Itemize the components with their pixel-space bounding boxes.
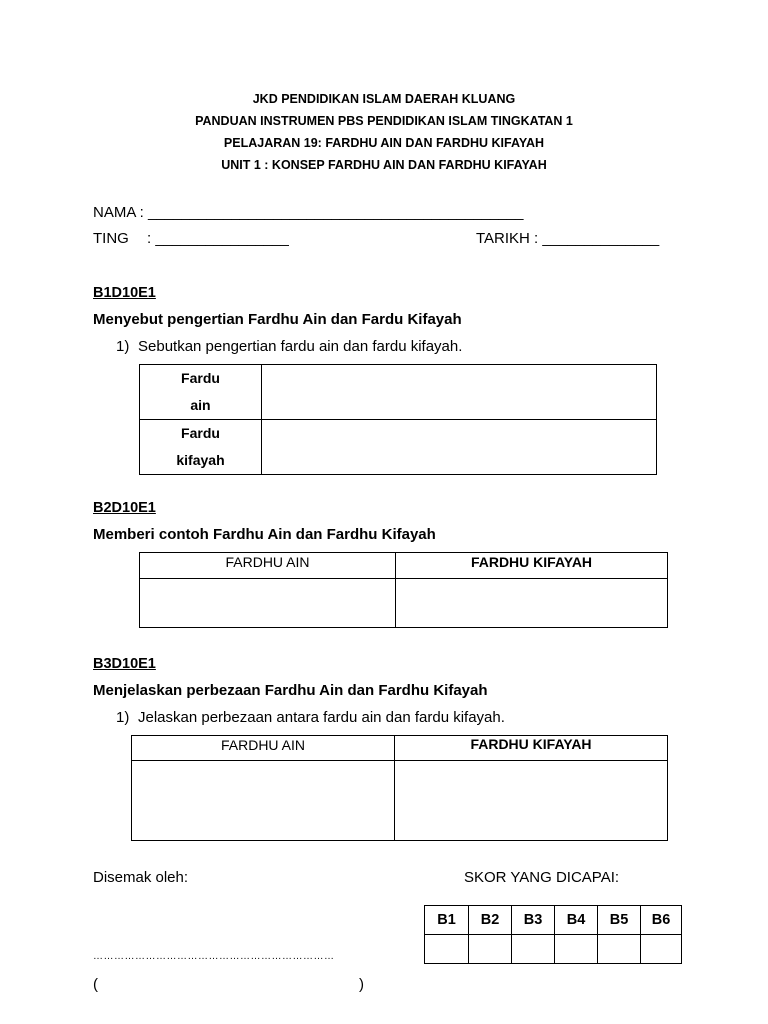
score-header-b4: B4 [555, 906, 598, 935]
section3-question-number: 1) [116, 709, 130, 726]
signature-paren-close: ) [359, 976, 364, 993]
example-header-fardhu-ain: FARDHU AIN [140, 553, 396, 579]
signature-paren-open: ( [93, 976, 98, 993]
tarikh-label: TARIKH : [476, 230, 539, 247]
section1-code: B1D10E1 [93, 285, 156, 301]
score-title: SKOR YANG DICAPAI: [464, 869, 620, 886]
definition-label-line: kifayah [176, 452, 225, 468]
difference-answer-cell-ain[interactable] [132, 761, 395, 841]
ting-label: TING [93, 230, 129, 247]
section3-title: Menjelaskan perbezaan Fardhu Ain dan Fardhu Kifayah [93, 682, 488, 699]
ting-field [93, 230, 289, 247]
section1-question-number: 1) [116, 338, 130, 355]
section1-question-text: Sebutkan pengertian fardu ain dan fardu kifayah. [138, 338, 463, 355]
difference-header-fardhu-kifayah: FARDHU KIFAYAH [395, 736, 668, 761]
score-header-b2: B2 [469, 906, 512, 935]
score-cell-b5[interactable] [598, 935, 641, 964]
score-header-b3: B3 [512, 906, 555, 935]
nama-label: NAMA : [93, 204, 144, 221]
difference-header-fardhu-ain: FARDHU AIN [132, 736, 395, 761]
definition-label-fardu-ain [140, 365, 262, 420]
nama-field [93, 204, 523, 221]
score-header-b6: B6 [641, 906, 682, 935]
score-header-b1: B1 [425, 906, 469, 935]
header-title-2: PANDUAN INSTRUMEN PBS PENDIDIKAN ISLAM TINGKATAN 1 [195, 114, 573, 128]
example-header-fardhu-kifayah: FARDHU KIFAYAH [396, 553, 668, 579]
definition-answer-cell-kifayah[interactable] [262, 420, 657, 475]
score-header-b5: B5 [598, 906, 641, 935]
section1-question [116, 338, 462, 355]
difference-answer-cell-kifayah[interactable] [395, 761, 668, 841]
nama-blank[interactable]: _____________________________________________ [148, 204, 524, 221]
tarikh-field [476, 230, 659, 247]
signature-dotted-line[interactable]: …………………………………………………………… [93, 951, 335, 962]
header-title-4: UNIT 1 : KONSEP FARDHU AIN DAN FARDHU KIFAYAH [221, 158, 547, 172]
definition-label-line: Fardu [181, 370, 220, 386]
section3-question-text: Jelaskan perbezaan antara fardu ain dan fardu kifayah. [138, 709, 505, 726]
score-cell-b2[interactable] [469, 935, 512, 964]
example-answer-cell-ain[interactable] [140, 579, 396, 628]
definition-label-line: ain [190, 397, 211, 413]
definition-table [139, 364, 657, 475]
section3-code: B3D10E1 [93, 656, 156, 672]
definition-answer-cell-ain[interactable] [262, 365, 657, 420]
header-title-3: PELAJARAN 19: FARDHU AIN DAN FARDHU KIFAYAH [223, 136, 545, 150]
example-answer-cell-kifayah[interactable] [396, 579, 668, 628]
header-title-1: JKD PENDIDIKAN ISLAM DAERAH KLUANG [252, 92, 516, 106]
section2-title: Memberi contoh Fardhu Ain dan Fardhu Kifayah [93, 526, 436, 543]
section1-title: Menyebut pengertian Fardhu Ain dan Fardu Kifayah [93, 311, 462, 328]
score-cell-b3[interactable] [512, 935, 555, 964]
score-cell-b4[interactable] [555, 935, 598, 964]
example-table [139, 552, 668, 628]
definition-label-fardu-kifayah [140, 420, 262, 475]
tarikh-blank[interactable]: ______________ [542, 230, 660, 247]
section2-code: B2D10E1 [93, 500, 156, 516]
score-cell-b1[interactable] [425, 935, 469, 964]
section3-question [116, 709, 505, 726]
score-table [424, 905, 682, 964]
difference-table [131, 735, 668, 841]
ting-colon: : [147, 230, 152, 247]
score-cell-b6[interactable] [641, 935, 682, 964]
definition-label-line: Fardu [181, 425, 220, 441]
ting-blank[interactable]: ________________ [155, 230, 289, 247]
checked-by-label: Disemak oleh: [93, 869, 189, 886]
